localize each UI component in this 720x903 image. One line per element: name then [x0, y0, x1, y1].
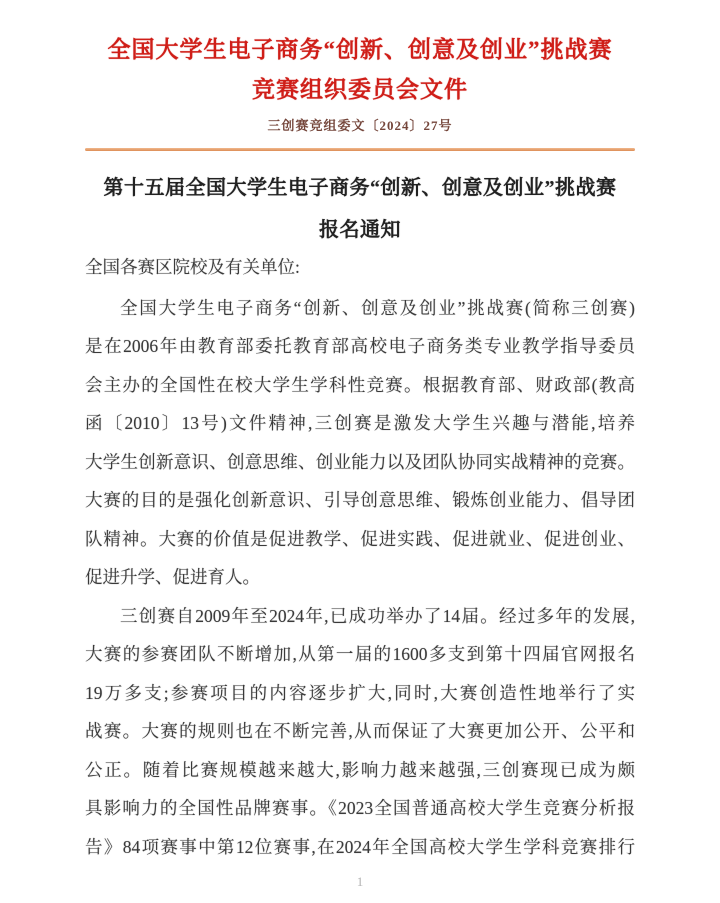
- paragraph-line: 19万多支;参赛项目的内容逐步扩大,同时,大赛创造性地举行了实: [85, 682, 635, 703]
- doc-number: 三创赛竞组委文〔2024〕27号: [267, 118, 453, 133]
- paragraph-line: 大赛的参赛团队不断增加,从第一届的1600多支到第十四届官网报名: [85, 644, 635, 664]
- paragraph-line: 三创赛自2009年至2024年,已成功举办了14届。经过多年的发展,: [120, 605, 635, 626]
- notice-title-line-1: 第十五届全国大学生电子商务“创新、创意及创业”挑战赛: [103, 177, 617, 199]
- paragraph-line: 队精神。大赛的价值是促进教学、促进实践、促进就业、促进创业、: [85, 528, 635, 549]
- paragraph-2: [85, 597, 635, 867]
- org-title-line-2: 竞赛组织委员会文件: [252, 77, 468, 102]
- paragraph-line: 公正。随着比赛规模越来越大,影响力越来越强,三创赛现已成为颇: [85, 759, 635, 780]
- paragraph-line: 大学生创新意识、创意思维、创业能力以及团队协同实战精神的竞赛。: [85, 451, 635, 472]
- paragraph-line: 是在2006年由教育部委托教育部高校电子商务类专业教学指导委员: [85, 336, 635, 356]
- salutation: 全国各赛区院校及有关单位:: [85, 257, 300, 277]
- paragraph-line: 促进升学、促进育人。: [85, 567, 260, 587]
- paragraph-line: 告》84项赛事中第12位赛事,在2024年全国高校大学生学科竞赛排行: [85, 836, 635, 857]
- header-rule: [85, 148, 635, 151]
- paragraph-1: [85, 289, 635, 597]
- paragraph-line: 会主办的全国性在校大学生学科性竞赛。根据教育部、财政部(教高: [85, 374, 635, 395]
- paragraph-line: 战赛。大赛的规则也在不断完善,从而保证了大赛更加公开、公平和: [85, 721, 635, 741]
- org-title-line-1: 全国大学生电子商务“创新、创意及创业”挑战赛: [107, 37, 613, 62]
- page-number: 1: [356, 874, 364, 889]
- notice-title-line-2: 报名通知: [319, 219, 401, 241]
- paragraph-line: 函〔2010〕13号)文件精神,三创赛是激发大学生兴趣与潜能,培养: [85, 413, 635, 433]
- paragraph-line: 全国大学生电子商务“创新、创意及创业”挑战赛(简称三创赛): [120, 297, 635, 318]
- paragraph-line: 大赛的目的是强化创新意识、引导创意思维、锻炼创业能力、倡导团: [85, 490, 635, 510]
- paragraph-line: 具影响力的全国性品牌赛事。《2023全国普通高校大学生竞赛分析报: [85, 798, 635, 818]
